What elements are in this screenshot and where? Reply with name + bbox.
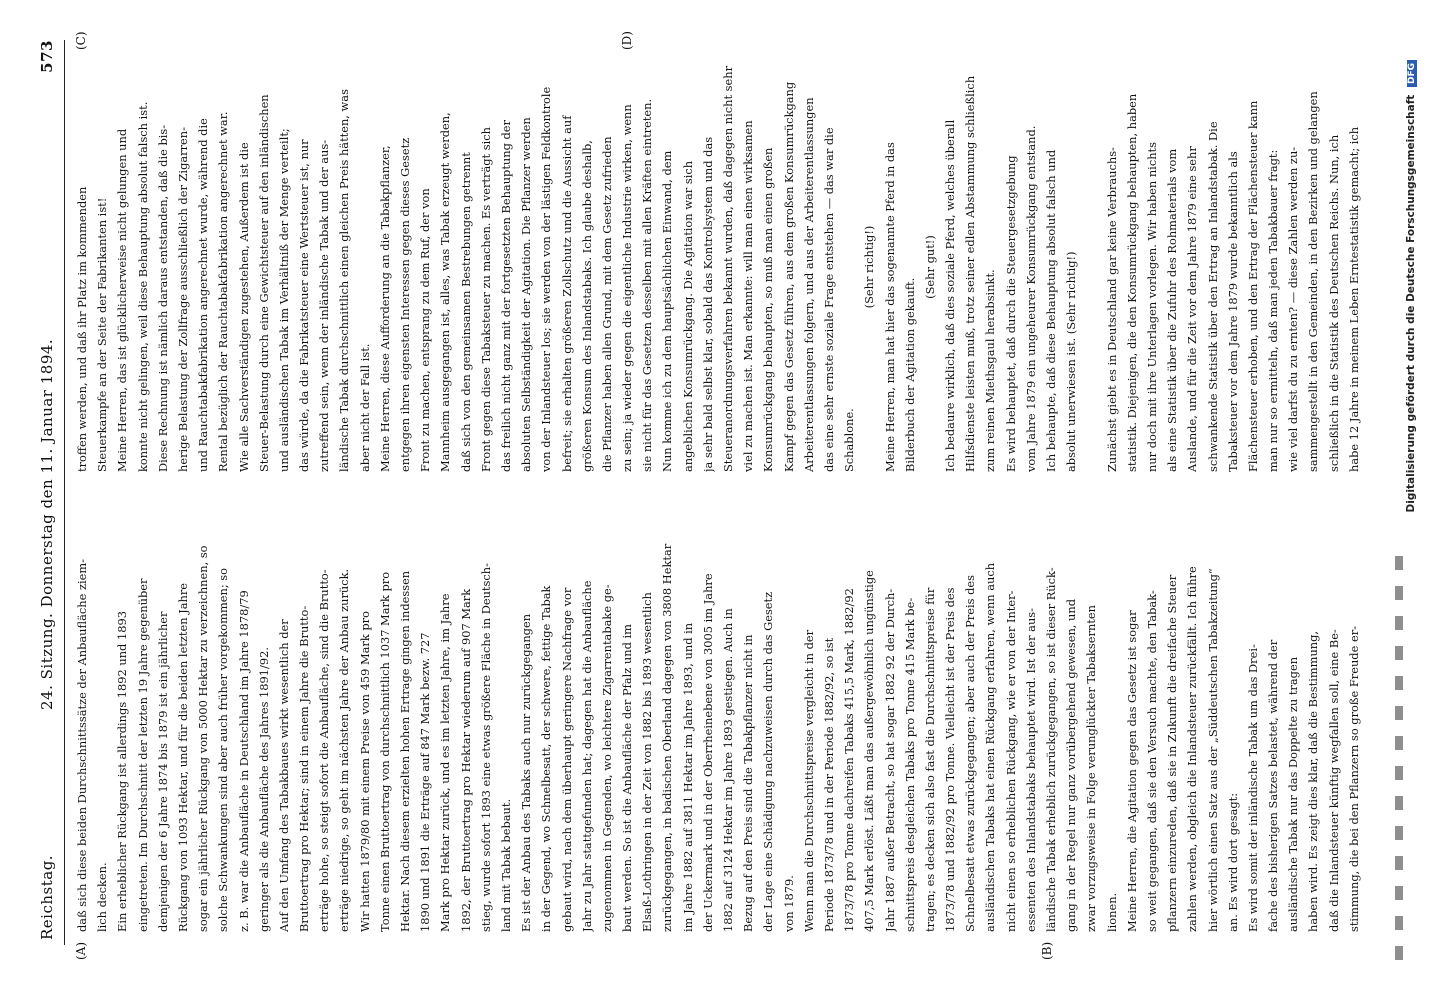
text-line: zum reinen Miethsgaul herabsinkt. — [983, 269, 998, 472]
text-line: z. B. war die Anbaufläche in Deutschland im Jahre 1878/79 — [236, 590, 251, 932]
text-line: Rückgang von 1093 Hektar, und für die beiden letzten Jahre — [175, 582, 190, 932]
text-line: und Rauchtabakfabrikation angerechnet wurde, während die — [196, 118, 211, 472]
text-line: Es ist der Anbau des Tabaks auch nur zurückgegangen — [519, 613, 534, 932]
text-line: so weit gegangen, daß sie den Versuch machte, den Tabak- — [1144, 590, 1159, 932]
text-line: daß die Inlandsteuer künftig wegfallen soll, eine Be- — [1326, 629, 1341, 932]
text-line: erträge niedrige, so geht im nächsten Jahre der Anbau zurück. — [337, 568, 352, 932]
text-line: Meine Herren, man hat hier das sogenannte Pferd in das — [882, 142, 897, 472]
text-line: Ich behaupte, daß diese Behauptung absolut falsch und — [1044, 149, 1058, 472]
text-line: Bruttoertrag pro Hektar; sind in einem Jahre die Brutto- — [297, 605, 312, 932]
text-line: troffen werden, und daß ihr Platz im kommenden — [75, 186, 89, 472]
text-line: Steuer-Belastung durch eine Gewichtsteuer auf den inländischen — [256, 94, 271, 472]
text-line: Tabaksteuer vor dem Jahre 1879 wurde bekanntlich als — [1225, 151, 1240, 472]
text-line: essenten des Inlandstabaks behauptet wird. Ist der aus- — [1023, 608, 1038, 932]
text-line: Tonne einen Bruttoertrag von durchschnittlich 1037 Mark pro — [377, 571, 392, 932]
text-line: stimmung, die bei den Pflanzern so große Freude er- — [1346, 626, 1361, 932]
text-line: nur doch mit ihre Unterlagen vorlegen. Wir haben nichts — [1144, 142, 1159, 472]
text-line: Meine Herren, das ist glücklicherweise nicht gelungen und — [115, 128, 130, 472]
margin-mark-d: (D) — [620, 31, 634, 50]
text-line: Mark pro Hektar zurück, und es im letzten Jahre, im Jahre — [438, 593, 453, 932]
text-line: lionen. — [1104, 892, 1119, 932]
text-line: absolut unerwiesen ist. (Sehr richtig!) — [1064, 251, 1079, 472]
text-line: 1892, der Bruttoertrag pro Hektar wiederum auf 907 Mark — [458, 588, 473, 932]
text-line: Kampf gegen das Gesetz führen, aus dem großen Konsumrückgang — [781, 81, 796, 472]
margin-mark-b: (B) — [1040, 941, 1054, 960]
text-line: zwar vorzugsweise in Folge verunglückter Tabaksernten — [1084, 605, 1099, 932]
text-line: Schnelbesatt etwas zurückgegangen; aber auch der Preis des — [963, 575, 978, 932]
text-line: Bilderbuch der Agitation gekauft. — [902, 277, 917, 472]
text-line: Flächensteuer erhoben, und den Ertrag der Flächensteuer kann — [1245, 100, 1260, 472]
text-line: 1873/78 pro Tonne dachreifen Tabaks 415,5 Mark, 1882/92 — [842, 588, 857, 932]
text-line: schwankende Statistik über den Ertrag an Inlandstabak. Die — [1205, 121, 1220, 472]
text-line: haben wird. Es zeigt dies klar, daß die Bestimmung, — [1306, 630, 1321, 932]
text-line: das würde, da die Fabrikatsteuer eine Wertsteuer ist, nur — [297, 139, 312, 472]
text-line: die Pflanzer haben allen Grund, mit dem Gesetz zufrieden — [599, 136, 614, 472]
text-line: das eine sehr ernste soziale Frage entstehen — das war die — [821, 127, 836, 472]
text-line: gang in der Regel nur ganz vorübergehend gewesen, und — [1064, 599, 1079, 932]
text-line: Wie alle Sachverständigen zugestehen, Außerdem ist die — [236, 142, 251, 472]
text-column-left — [72, 522, 1362, 932]
text-line: sammengestellt in den Gemeinden, in den Bezirken und gelangen — [1306, 91, 1321, 472]
text-line: Nun komme ich zu dem hauptsächlichen Einwand, dem — [660, 150, 675, 472]
text-line: Schablone. — [842, 408, 857, 472]
text-line: absoluten Selbständigkeit der Agitation. Die Pflanzer werden — [519, 117, 534, 472]
text-line: Rental bezüglich der Rauchtabakfabrikation angerechnet war. — [216, 111, 231, 472]
text-line: 1882 auf 3124 Hektar im Jahre 1893 gestiegen. Auch in — [721, 608, 735, 932]
running-header — [38, 40, 62, 940]
text-line: der Uckermark und in der Oberrheinebene von 3005 im Jahre — [700, 573, 715, 932]
text-line: vom Jahre 1879 ein ungeheurer Konsumrückgang entstand. — [1023, 125, 1038, 472]
text-line: Ein erheblicher Rückgang ist allerdings 1892 und 1893 — [115, 611, 130, 932]
text-line: befreit; sie erhalten größeren Zollschutz und die Aussicht auf — [559, 115, 574, 472]
text-line: an. Es wird dort gesagt: — [1225, 792, 1240, 932]
text-line: Jahr zu Jahr stattgefunden hat; dagegen hat die Anbaufläche — [579, 580, 594, 932]
digitization-credit — [1405, 60, 1417, 940]
text-line: Bezug auf den Preis sind die Tabakpflanzer nicht in — [741, 634, 756, 932]
text-line: Wenn man die Durchschnittspreise vergleicht in der — [801, 629, 816, 932]
text-line: daß sich diese beiden Durchschnittssätze der Anbaufläche ziem- — [75, 558, 89, 932]
text-line: von 1879. — [781, 875, 796, 932]
text-line: Es wird behauptet, daß durch die Steuergesetzgebung — [1003, 155, 1018, 472]
text-line: pflanzern einzureden, daß sie in Zukunft die dreifache Steuer — [1165, 574, 1180, 932]
dfg-logo: DFG — [1407, 60, 1417, 87]
text-line: Hektar. Nach diesem erzielten hohen Ertrage gingen indessen — [398, 570, 412, 932]
text-line: Steueranordnungsverfahren bekannt wurden, daß dagegen nicht sehr — [721, 65, 735, 472]
text-line: statistik. Diejenigen, die den Konsumrückgang behaupten, haben — [1124, 93, 1139, 472]
text-line: aber nicht der Fall ist. — [357, 343, 372, 472]
text-line: Wir hatten 1879/80 mit einem Preise von 459 Mark pro — [357, 611, 372, 932]
text-line: Konsumrückgang behaupten, so muß man einen großen — [761, 147, 776, 472]
text-line: nicht einen so erheblichen Rückgang, wie er von der Inter- — [1003, 590, 1018, 932]
text-line: ländische Tabak erheblich zurückgegangen, so ist dieser Rück- — [1044, 567, 1058, 932]
text-line: daß sich von den gemeinsamen Bestrebungen getrennt — [458, 152, 473, 472]
text-line: stieg, wurde sofort 1893 eine etwas größere Fläche in Deutsch- — [478, 563, 493, 932]
text-line: Zunächst giebt es in Deutschland gar keine Verbrauchs- — [1104, 147, 1119, 472]
text-line: Auslande, und für die Zeit vor dem Jahre 1879 eine sehr — [1185, 146, 1200, 472]
text-line: Ich bedaure wirklich, daß dies soziale Pferd, welches überall — [943, 119, 958, 472]
text-line: sogar ein jährlicher Rückgang von 5000 Hektar zu verzeichnen, so — [196, 545, 211, 932]
text-line: als eine Statistik über die Zufuhr des Rohmaterials vom — [1165, 148, 1180, 472]
text-line: und ausländischen Tabak im Verhältniß der Menge verteilt; — [276, 128, 291, 472]
text-line: das freilich nicht ganz mit der fortgesetzten Behauptung der — [498, 120, 513, 472]
text-line: der Lage eine Schädigung nachzuweisen durch das Gesetz — [761, 591, 776, 932]
text-line: zu sein; ja wieder gegen die eigentliche Industrie wirken, wenn — [620, 104, 635, 472]
text-line: Hilfsdienste leisten muß, trotz seiner edlen Abstammung schließlich — [963, 75, 978, 472]
text-line: entgegen ihren eigensten Interessen gegen dieses Gesetz — [398, 137, 412, 472]
text-line: Es wird somit der inländische Tabak um das Drei- — [1245, 644, 1260, 932]
text-line: Diese Rechnung ist nämlich daraus entstanden, daß die bis- — [155, 124, 170, 472]
text-line: Jahr 1887 außer Betracht, so hat sogar 1882 92 der Durch- — [882, 588, 897, 932]
text-line: geringer als die Anbaufläche des Jahres 1891/92. — [256, 647, 271, 932]
text-line: wie viel darfst du zu ernten? — diese Zahlen werden zu- — [1286, 146, 1301, 472]
text-line: schließlich in die Statistik des Deutschen Reichs. Nun, ich — [1326, 134, 1341, 472]
text-line: Auf den Umfang des Tabakbaues wirkt wesentlich der — [276, 619, 291, 932]
text-line: ja sehr bald selbst klar, sobald das Kontrolsystem und das — [700, 136, 715, 472]
text-line: 1890 und 1891 die Erträge auf 847 Mark bezw. 727 — [418, 632, 433, 932]
text-line: man nur so ermitteln, daß man jeden Tabakbauer fragt: — [1266, 149, 1281, 472]
text-line: viel zu machen ist. Man erkannte: will man einen wirksamen — [741, 120, 756, 472]
text-line: konnte nicht gelingen, weil diese Behauptung absolut falsch ist. — [135, 101, 150, 472]
text-line: 407,5 Mark erlöst. Läßt man das außergewöhnlich ungünstige — [862, 570, 877, 932]
text-line: angeblichen Konsumrückgang. Die Agitation war sich — [680, 160, 695, 472]
margin-mark-a: (A) — [74, 941, 88, 960]
text-line: Mannheim ausgegangen ist, alles, was Tabak erzeugt werden, — [438, 112, 453, 472]
text-line: Front gegen diese Tabaksteuer zu machen. Es verträgt sich — [478, 127, 493, 472]
text-line: von der Inlandsteuer los; sie werden von der lästigen Feldkontrole — [539, 86, 554, 472]
text-line: habe 12 Jahre in meinem Leben Erntestatistik gemacht; ich — [1346, 126, 1361, 472]
text-line: fache des bisherigen Satzes belastet, während der — [1266, 639, 1281, 932]
scan-smudge — [1395, 540, 1403, 960]
page-number: 573 — [38, 40, 56, 73]
text-line: tragen; es decken sich also fast die Durchschnittspreise für — [922, 587, 937, 932]
text-line: in der Gegend, wo Schnelbesatt, der schwere, fettige Tabak — [539, 585, 554, 932]
text-line: zutreffend sein, wenn der inländische Tabak und der aus- — [317, 139, 332, 472]
text-line: land mit Tabak bebaut. — [498, 798, 513, 932]
text-line: demjenigen der 6 Jahre 1874 bis 1879 ist ein jährlicher — [155, 611, 170, 932]
text-line: Elsaß-Lothringen in der Zeit von 1882 bis 1893 wesentlich — [640, 592, 655, 932]
header-rule — [64, 40, 65, 945]
text-line: Steuerkampfe an der Seite der Fabrikanten ist! — [95, 197, 110, 472]
text-line — [1081, 62, 1101, 472]
text-column-right — [72, 62, 1362, 472]
header-left: Reichstag. — [38, 854, 56, 940]
margin-mark-c: (C) — [74, 31, 88, 50]
text-line: zugenommen in Gegenden, wo leichtere Zigarrentabake ge- — [599, 584, 614, 932]
text-line: größeren Konsum des Inlandstabaks. Ich glaube deshalb, — [579, 140, 594, 472]
text-line: zurückgegangen, in badischen Oberland dagegen von 3808 Hektar — [660, 543, 675, 932]
text-line: gebaut wird, nach dem überhaupt geringere Nachfrage vor — [559, 587, 574, 932]
text-line: solche Schwankungen sind aber auch früher vorgekommen; so — [216, 568, 231, 932]
text-line: Front zu machen, entsprang zu dem Ruf, der von — [418, 188, 433, 472]
text-line: (Sehr gut!) — [922, 235, 937, 299]
text-line: Arbeiterentlassungen folgern, und aus der Arbeiterentlassungen — [801, 97, 816, 472]
text-line: eingetreten. Im Durchschnitt der letzten 19 Jahre gegenüber — [135, 578, 150, 932]
text-line: ausländische Tabak nur das Doppelte zu tragen — [1286, 656, 1301, 932]
text-line: erträge hohe, so steigt sofort die Anbaufläche, sind die Brutto- — [317, 569, 332, 932]
text-line: sie nicht für das Gesetzen desselben mit allen Kräften eintreten. — [640, 98, 655, 472]
text-line: Meine Herren, die Agitation gegen das Gesetz ist sogar — [1124, 610, 1139, 932]
text-line: (Sehr richtig!) — [862, 225, 877, 309]
text-line: herige Belastung der Zollfrage ausschließlich der Zigarren- — [175, 127, 190, 472]
text-line: schnittspreis desgleichen Tabaks pro Tonne 415 Mark be- — [902, 597, 917, 932]
header-center: 24. Sitzung. Donnerstag den 11. Januar 1894. — [38, 338, 56, 710]
text-line: Meine Herren, diese Aufforderung an die Tabakpflanzer, — [377, 145, 392, 472]
text-line: zahlen werden, obgleich die Inlandsteuer zurückfällt. Ich führe — [1185, 566, 1200, 932]
text-line: ländische Tabak durchschnittlich einen gleichen Preis hätten, was — [337, 89, 352, 472]
text-line: Periode 1873/78 und in der Periode 1882/92, so ist — [821, 637, 836, 932]
text-line: 1873/78 und 1882/92 pro Tonne. Vielleicht ist der Preis des — [943, 587, 958, 932]
text-line: hier wörtlich einen Satz aus der „Süddeutschen Tabakzeitung“ — [1205, 568, 1220, 932]
credit-text: Digitalisierung gefördert durch die Deutsche Forschungsgemeinschaft — [1405, 94, 1417, 513]
text-line: im Jahre 1882 auf 3811 Hektar im Jahre 1893, und in — [680, 622, 695, 932]
text-line: ausländischen Tabaks hat einen Rückgang erfahren, wenn auch — [983, 562, 998, 932]
text-line: baut werden. So ist die Anbaufläche der Pfalz und im — [620, 624, 635, 932]
text-line: lich decken. — [95, 862, 110, 932]
